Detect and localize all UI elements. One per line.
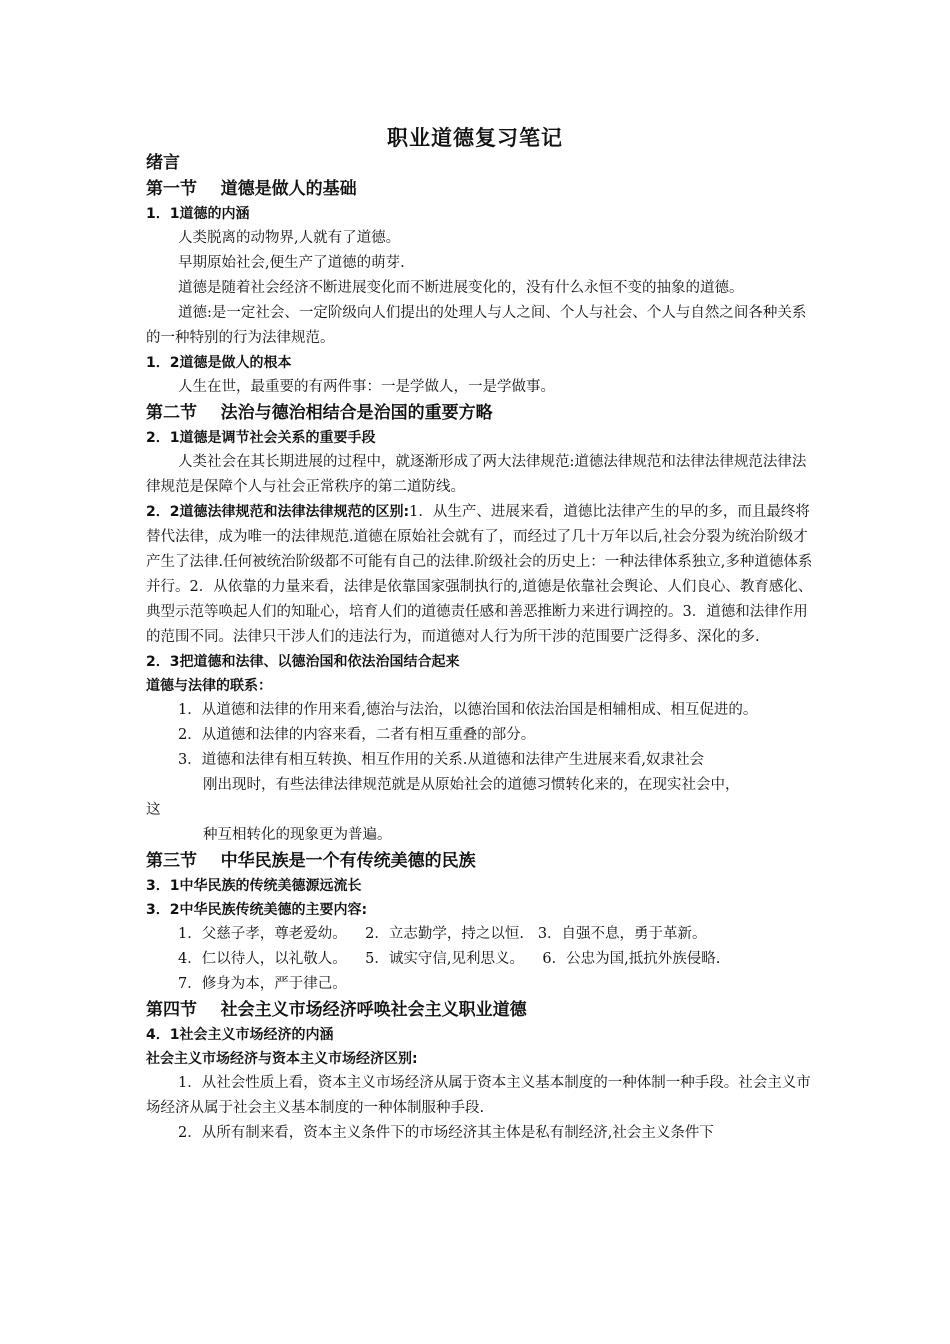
list-item: 1．从道德和法律的作用来看,德治与法治，以德治国和依法治国是相辅相成、相互促进的。 xyxy=(178,702,758,718)
paragraph: 人类脱离的动物界,人就有了道德。 xyxy=(178,230,401,246)
paragraph-text: 1．从生产、进展来看，道德比法律产生的早的多，而且最终将替代法律，成为唯一的法律规范.道德在原始社会就有了，而经过了几十万年以后,社会分裂为统治阶级才产生了法律.任何被统治阶级都不可能有自己的法律.阶级社会的历史上：一种法律体系独立,多种道德体系并行。2．从依靠的力量来看，法律是依靠国家强制执行的,道德是依靠社会舆论、人们良心、教育感化、典型示范等唤起人们的知耻心，培育人们的道德责任感和善恶推断力来进行调控的。3．道德和法律作用的范围不同。法律只干涉人们的违法行为，而道德对人行为所干涉的范围要广泛得多、深化的多. xyxy=(146,504,813,645)
subsection-2-3-heading: 2．3把道德和法律、以德治国和依法治国结合起来 xyxy=(146,654,460,670)
list-item-continuation: 这 xyxy=(146,802,161,818)
document-body xyxy=(146,150,820,1146)
paragraph: 道德是随着社会经济不断进展变化而不断进展变化的，没有什么永恒不变的抽象的道德。 xyxy=(178,280,744,296)
subsection-3-1-heading: 3．1中华民族的传统美德源远流长 xyxy=(146,878,362,894)
subsection-1-2-heading: 1．2道德是做人的根本 xyxy=(146,355,292,371)
section-3-heading: 第三节 中华民族是一个有传统美德的民族 xyxy=(146,851,476,871)
list-item: 2．从道德和法律的内容来看，二者有相互重叠的部分。 xyxy=(178,727,536,743)
virtue-list-row: 1．父慈子孝，尊老爱幼。 2．立志勤学，持之以恒. 3．自强不息，勇于革新。 xyxy=(178,926,707,942)
paragraph: 1．从社会性质上看，资本主义市场经济从属于资本主义基本制度的一种体制一种手段。社会主义市场经济从属于社会主义基本制度的一种体制服种手段. xyxy=(146,1075,811,1116)
intro-heading: 绪言 xyxy=(146,153,180,173)
section-2-heading: 第二节 法治与德治相结合是治国的重要方略 xyxy=(146,403,493,423)
subsection-1-1-heading: 1．1道德的内涵 xyxy=(146,206,250,222)
paragraph-with-heading xyxy=(146,500,820,650)
paragraph: 人类社会在其长期进展的过程中，就逐渐形成了两大法律规范:道德法律规范和法律法律规范法律法律规范是保障个人与社会正常秩序的第二道防线。 xyxy=(146,454,807,495)
section-4-heading: 第四节 社会主义市场经济呼唤社会主义职业道德 xyxy=(146,1000,527,1020)
paragraph: 人生在世，最重要的有两件事：一是学做人，一是学做事。 xyxy=(178,379,555,395)
paragraph: 2．从所有制来看，资本主义条件下的市场经济其主体是私有制经济,社会主义条件下 xyxy=(178,1125,714,1141)
list-item-continuation: 刚出现时，有些法律法律规范就是从原始社会的道德习惯转化来的，在现实社会中， xyxy=(203,777,740,793)
document-title: 职业道德复习笔记 xyxy=(387,126,563,150)
list-item-continuation: 种互相转化的现象更为普遍。 xyxy=(203,827,392,843)
subsection-2-2-heading: 2．2道德法律规范和法律法律规范的区别: xyxy=(146,504,410,520)
subsection-3-2-heading: 3．2中华民族传统美德的主要内容: xyxy=(146,902,368,918)
paragraph: 早期原始社会,便生产了道德的萌芽. xyxy=(178,255,405,271)
list-item: 3．道德和法律有相互转换、相互作用的关系.从道德和法律产生进展来看,奴隶社会 xyxy=(178,752,704,768)
relation-heading: 道德与法律的联系： xyxy=(146,678,272,694)
difference-heading: 社会主义市场经济与资本主义市场经济区别: xyxy=(146,1051,418,1067)
section-1-heading: 第一节 道德是做人的基础 xyxy=(146,179,357,199)
virtue-list-row: 4．仁以待人，以礼敬人。 5．诚实守信,见利思义。 6．公忠为国,抵抗外族侵略. xyxy=(178,951,721,967)
subsection-4-1-heading: 4．1社会主义市场经济的内涵 xyxy=(146,1027,334,1043)
virtue-list-row: 7．修身为本，严于律己。 xyxy=(178,976,347,992)
subsection-2-1-heading: 2．1道德是调节社会关系的重要手段 xyxy=(146,430,376,446)
paragraph: 道德:是一定社会、一定阶级向人们提出的处理人与人之间、个人与社会、个人与自然之间各种关系的一种特别的行为法律规范。 xyxy=(146,305,807,346)
